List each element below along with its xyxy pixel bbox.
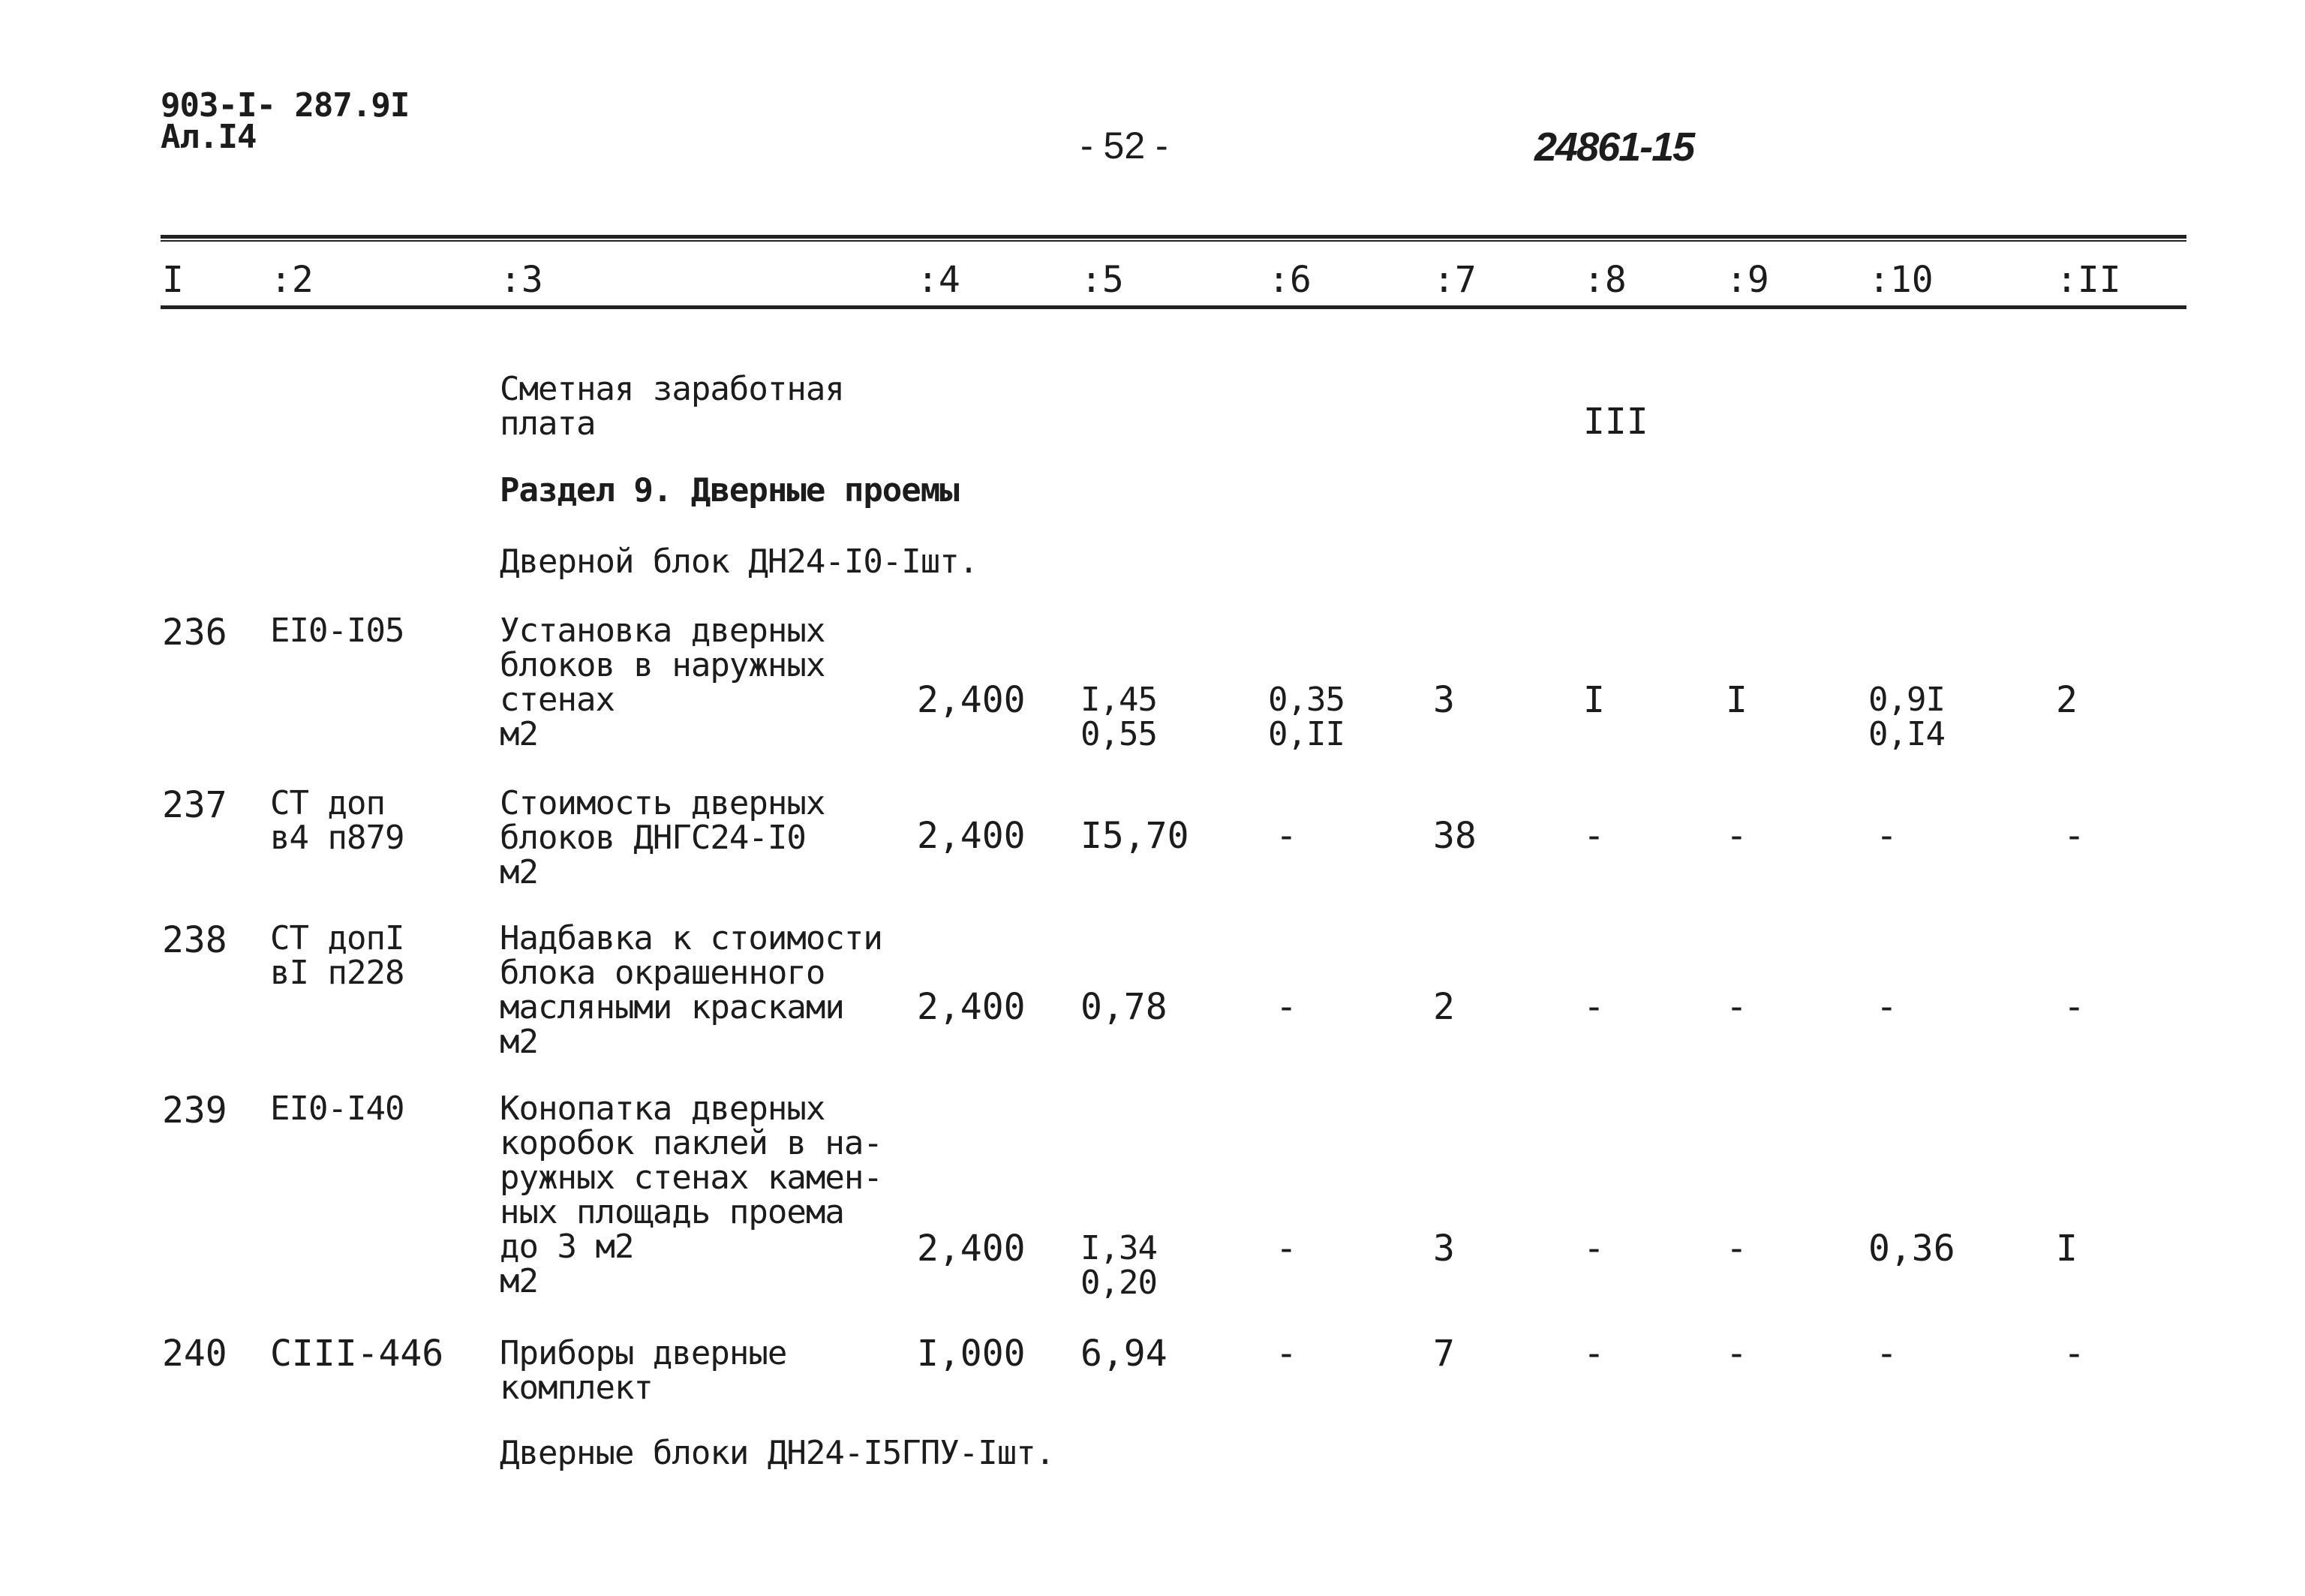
row-col5: 6,94	[1080, 1333, 1168, 1375]
row-col5: I,45 0,55	[1080, 681, 1157, 753]
row-col11: -	[2063, 986, 2085, 1028]
wage-value: III	[1583, 401, 1648, 443]
document-code	[161, 86, 410, 156]
sheet-label: Ал.I4	[161, 118, 257, 156]
row-col7: 7	[1433, 1333, 1455, 1375]
row-col6: -	[1276, 986, 1297, 1028]
row-col4: 2,400	[917, 986, 1026, 1028]
row-col6: -	[1276, 1228, 1297, 1270]
row-col5: 0,78	[1080, 986, 1168, 1028]
row-col10: -	[1876, 815, 1898, 857]
row-col9: I	[1726, 679, 1748, 721]
row-code: EI0-I05	[270, 612, 404, 650]
row-col4: I,000	[917, 1333, 1026, 1375]
row-col9: -	[1726, 1333, 1748, 1375]
page-number: - 52 -	[1080, 125, 1168, 167]
row-col10: -	[1876, 1333, 1898, 1375]
row-col7: 3	[1433, 1228, 1455, 1270]
row-code: CIII-446	[270, 1333, 444, 1375]
row-col9: -	[1726, 986, 1748, 1028]
subsection-title: Дверной блок ДН24-I0-Iшт.	[500, 543, 978, 581]
top-rule	[161, 235, 2186, 239]
document-number: 903-I- 287.9I	[161, 86, 410, 125]
row-number: 239	[162, 1090, 227, 1132]
row-code: СТ доп в4 п879	[270, 784, 404, 857]
wage-label: Сметная заработная плата	[500, 370, 844, 443]
row-col9: -	[1726, 1228, 1748, 1270]
row-col7: 3	[1433, 679, 1455, 721]
row-col11: -	[2063, 1333, 2085, 1375]
row-col10: 0,36	[1868, 1228, 1955, 1270]
row-col6: -	[1276, 1333, 1297, 1375]
row-col11: -	[2063, 815, 2085, 857]
row-code: СТ допI вI п228	[270, 919, 404, 992]
col-header-9: :9	[1726, 259, 1769, 301]
row-col8: -	[1583, 986, 1605, 1028]
col-header-2: :2	[270, 259, 314, 301]
col-header-4: :4	[917, 259, 960, 301]
footer-subsection-title: Дверные блоки ДН24-I5ГПУ-Iшт.	[500, 1434, 1055, 1472]
col-header-8: :8	[1583, 259, 1627, 301]
col-header-7: :7	[1433, 259, 1477, 301]
row-col8: -	[1583, 815, 1605, 857]
row-number: 240	[162, 1333, 227, 1375]
row-description: Конопатка дверных коробок паклей в на- ружных стенах камен- ных площадь проема до 3 м2 м2	[500, 1090, 882, 1300]
row-col9: -	[1726, 815, 1748, 857]
col-header-11: :II	[2056, 259, 2121, 301]
row-col7: 38	[1433, 815, 1477, 857]
row-col11: 2	[2056, 679, 2078, 721]
col-header-5: :5	[1080, 259, 1124, 301]
row-col4: 2,400	[917, 1228, 1026, 1270]
row-col7: 2	[1433, 986, 1455, 1028]
col-header-1: I	[162, 259, 184, 301]
row-description: Стоимость дверных блоков ДНГС24-I0 м2	[500, 784, 825, 891]
top-rule-thin	[161, 240, 2186, 242]
row-col8: -	[1583, 1333, 1605, 1375]
row-col5: I5,70	[1080, 815, 1189, 857]
row-number: 236	[162, 612, 227, 654]
row-col4: 2,400	[917, 679, 1026, 721]
row-col4: 2,400	[917, 815, 1026, 857]
row-col10: 0,9I 0,I4	[1868, 681, 1945, 753]
row-description: Установка дверных блоков в наружных стенах м2	[500, 612, 825, 753]
row-col8: -	[1583, 1228, 1605, 1270]
col-header-10: :10	[1868, 259, 1934, 301]
header-rule	[161, 305, 2186, 309]
col-header-6: :6	[1268, 259, 1312, 301]
inventory-stamp: 24861-15	[1534, 125, 1694, 170]
row-number: 238	[162, 919, 227, 961]
row-col6: 0,35 0,II	[1268, 681, 1345, 753]
row-col6: -	[1276, 815, 1297, 857]
section-title: Раздел 9. Дверные проемы	[500, 471, 959, 509]
row-col8: I	[1583, 679, 1605, 721]
row-col10: -	[1876, 986, 1898, 1028]
row-col5: I,34 0,20	[1080, 1229, 1157, 1302]
row-col11: I	[2056, 1228, 2078, 1270]
col-header-3: :3	[500, 259, 543, 301]
row-description: Приборы дверные комплект	[500, 1334, 787, 1407]
row-description: Надбавка к стоимости блока окрашенного масляными красками м2	[500, 919, 882, 1061]
row-code: EI0-I40	[270, 1090, 404, 1128]
row-number: 237	[162, 784, 227, 826]
